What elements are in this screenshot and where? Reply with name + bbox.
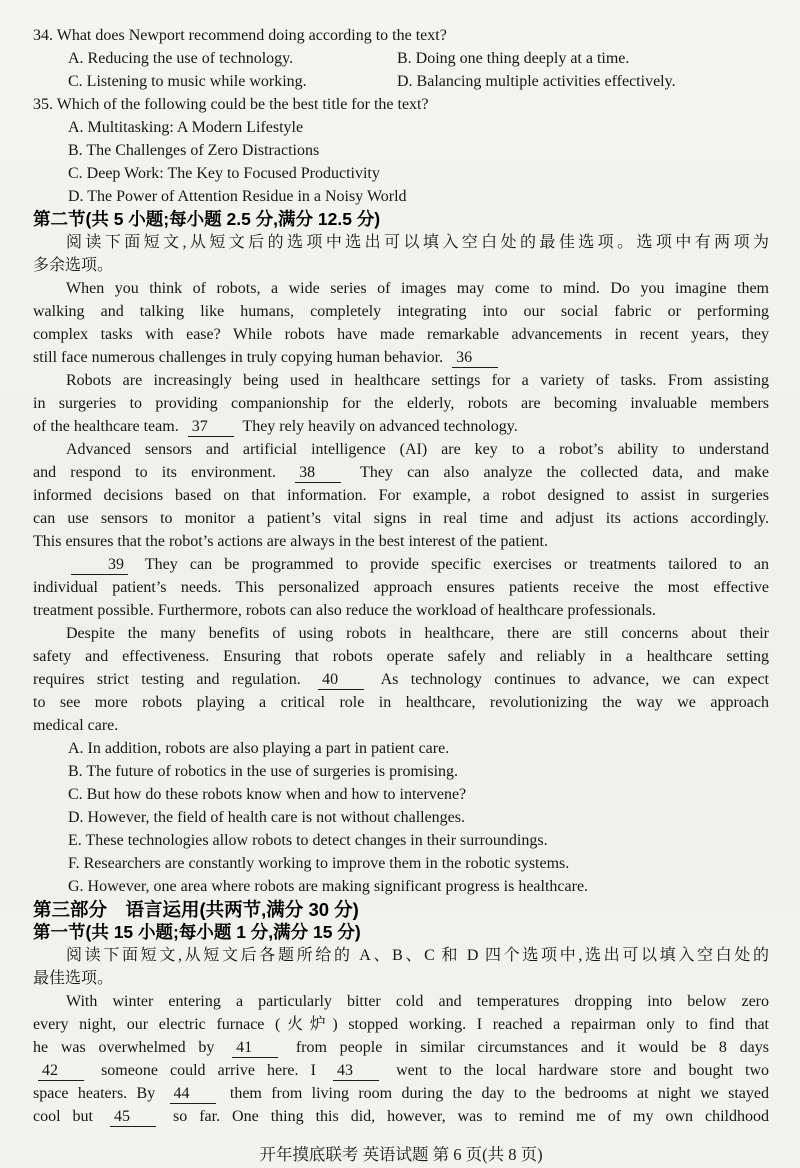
section-two-heading: 第二节(共 5 小题;每小题 2.5 分,满分 12.5 分) bbox=[33, 209, 381, 229]
cloze-line: With winter entering a particularly bitter cold and temperatures dropping into below zero bbox=[66, 993, 769, 1010]
cloze-line: every night, our electric furnace (火炉) stopped working. I reached a repairman only to find that bbox=[33, 1016, 769, 1033]
answer-blank-41: 41 bbox=[232, 1039, 278, 1058]
instruction-line: 多余选项。 bbox=[33, 257, 114, 274]
cloze-passage bbox=[33, 990, 769, 1128]
option-item: B. The future of robotics in the use of surgeries is promising. bbox=[68, 763, 459, 780]
passage-paragraph-1 bbox=[33, 277, 769, 369]
option-item: B. The Challenges of Zero Distractions bbox=[68, 142, 320, 159]
passage-line: 39 They can be programmed to provide specific exercises or treatments tailored to an bbox=[33, 553, 769, 576]
passage-line: complex tasks with ease? While robots have made remarkable advancements in recent years, they bbox=[33, 326, 769, 343]
passage-line: This ensures that the robot’s actions are always in the best interest of the patient. bbox=[33, 533, 548, 550]
passage-line: walking and talking like humans, completely integrating into our social fabric or performing bbox=[33, 303, 769, 320]
option-item: A. Multitasking: A Modern Lifestyle bbox=[68, 119, 304, 136]
option-item: G. However, one area where robots are making significant progress is healthcare. bbox=[68, 878, 589, 895]
passage-paragraph-3 bbox=[33, 438, 769, 553]
option-item: A. In addition, robots are also playing a part in patient care. bbox=[68, 740, 450, 757]
question-35 bbox=[33, 93, 769, 208]
part-three-section-one-heading: 第一节(共 15 小题;每小题 1 分,满分 15 分) bbox=[33, 922, 361, 942]
cloze-line: he was overwhelmed by 41 from people in similar circumstances and it would be 8 days bbox=[33, 1039, 769, 1056]
passage-line: Robots are increasingly being used in healthcare settings for a variety of tasks. From assisting bbox=[66, 372, 769, 389]
option-item: D. Balancing multiple activities effectively. bbox=[397, 73, 676, 90]
option-item: C. Deep Work: The Key to Focused Productivity bbox=[68, 165, 380, 182]
passage-paragraph-2 bbox=[33, 369, 769, 438]
passage-line: medical care. bbox=[33, 717, 119, 734]
answer-blank-36: 36 bbox=[452, 349, 498, 368]
instruction-line: 阅读下面短文,从短文后的选项中选出可以填入空白处的最佳选项。选项中有两项为 bbox=[66, 234, 769, 251]
option-item: D. The Power of Attention Residue in a Noisy World bbox=[68, 188, 407, 205]
passage-line: When you think of robots, a wide series of images may come to mind. Do you imagine them bbox=[66, 280, 769, 297]
option-item: F. Researchers are constantly working to improve them in the robotic systems. bbox=[68, 855, 570, 872]
passage-paragraph-5 bbox=[33, 622, 769, 737]
question-35-options bbox=[33, 116, 769, 208]
answer-blank-43: 43 bbox=[333, 1062, 379, 1081]
answer-blank-40: 40 bbox=[318, 671, 364, 690]
passage-line: Despite the many benefits of using robots in healthcare, there are still concerns about their bbox=[66, 625, 769, 642]
page-footer: 开年摸底联考 英语试题 第 6 页(共 8 页) bbox=[259, 1145, 543, 1164]
option-item: C. But how do these robots know when and how to intervene? bbox=[68, 786, 467, 803]
answer-blank-44: 44 bbox=[170, 1085, 216, 1104]
answer-blank-37: 37 bbox=[188, 418, 234, 437]
section-two-instructions bbox=[33, 231, 769, 277]
instruction-line: 阅读下面短文,从短文后各题所给的 A、B、C 和 D 四个选项中,选出可以填入空白处的 bbox=[66, 947, 769, 964]
cloze-line: 42 someone could arrive here. I 43 went to the local hardware store and bought two bbox=[33, 1059, 769, 1082]
question-34-options-row-2 bbox=[33, 70, 769, 93]
question-34-stem: 34. What does Newport recommend doing according to the text? bbox=[33, 27, 447, 44]
instruction-line: 最佳选项。 bbox=[33, 970, 114, 987]
option-item: D. However, the field of health care is not without challenges. bbox=[68, 809, 466, 826]
option-item: E. These technologies allow robots to detect changes in their surroundings. bbox=[68, 832, 548, 849]
answer-blank-45: 45 bbox=[110, 1108, 156, 1127]
answer-blank-38: 38 bbox=[295, 464, 341, 483]
passage-line: in surgeries to providing companionship for the elderly, robots are becoming invaluable members bbox=[33, 395, 769, 412]
cloze-line: cool but 45 so far. One thing this did, however, was to remind me of my own childhood bbox=[33, 1108, 770, 1125]
option-item: A. Reducing the use of technology. bbox=[68, 50, 294, 67]
passage-line: and respond to its environment. 38 They can also analyze the collected data, and make bbox=[33, 464, 769, 481]
option-item: B. Doing one thing deeply at a time. bbox=[397, 50, 630, 67]
answer-blank-39: 39 bbox=[71, 556, 128, 575]
question-35-stem: 35. Which of the following could be the best title for the text? bbox=[33, 96, 429, 113]
passage-line: requires strict testing and regulation. 40 As technology continues to advance, we can expect bbox=[33, 671, 769, 688]
part-three-heading: 第三部分 语言运用(共两节,满分 30 分) bbox=[33, 899, 359, 920]
passage-line: to see more robots playing a critical role in healthcare, revolutionizing the way we approach bbox=[33, 694, 769, 711]
option-item: C. Listening to music while working. bbox=[68, 73, 307, 90]
passage-line: safety and effectiveness. Ensuring that robots operate safely and reliably in a healthcare setting bbox=[33, 648, 769, 665]
gap-fill-options bbox=[33, 737, 769, 898]
passage-line: Advanced sensors and artificial intelligence (AI) are key to a robot’s ability to understand bbox=[66, 441, 769, 458]
passage-line: individual patient’s needs. This personalized approach ensures patients receive the most effective bbox=[33, 579, 769, 596]
passage-line: informed decisions based on that information. For example, a robot designed to assist in surgeries bbox=[33, 487, 769, 504]
passage-line: of the healthcare team. 37 They rely heavily on advanced technology. bbox=[33, 418, 518, 435]
question-34 bbox=[33, 24, 769, 93]
passage-paragraph-4 bbox=[33, 553, 769, 622]
question-34-options-row-1 bbox=[33, 47, 769, 70]
passage-line: can use sensors to monitor a patient’s vital signs in real time and adjust its actions accordingly. bbox=[33, 510, 769, 527]
passage-line: still face numerous challenges in truly copying human behavior. 36 bbox=[33, 346, 769, 369]
cloze-line: space heaters. By 44 them from living room during the day to the bedrooms at night we stayed bbox=[33, 1085, 769, 1102]
passage-line: treatment possible. Furthermore, robots can also reduce the workload of healthcare professionals. bbox=[33, 602, 656, 619]
answer-blank-42: 42 bbox=[38, 1062, 84, 1081]
part-three-instructions bbox=[33, 944, 769, 990]
